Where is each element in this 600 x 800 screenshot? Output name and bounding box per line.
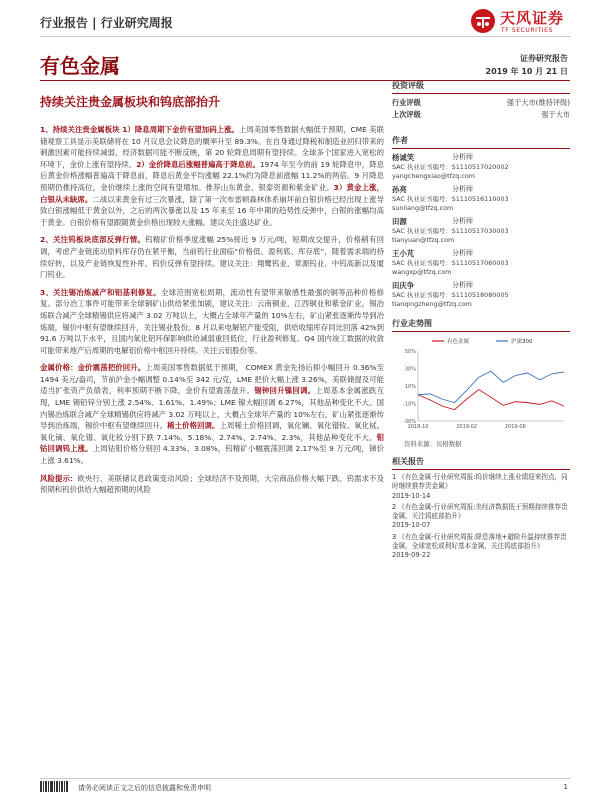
barcode-icon bbox=[40, 781, 68, 792]
report-type: 证券研究报告 bbox=[520, 54, 568, 63]
author-header: 作者 bbox=[392, 135, 570, 149]
body-text: 上周钴钼价格分别回 4.33%、3.08%，钨精矿小幅震荡回调 2.17%至 9 万元/吨，锑价上涨 3.61%。 bbox=[40, 444, 384, 466]
y-tick-label: 10% bbox=[404, 384, 416, 390]
analyst-sac: SAC 执业证书编号：S1110516110003 bbox=[392, 195, 509, 203]
analyst-email[interactable]: wangxp@tfzq.com bbox=[392, 267, 452, 276]
y-tick-label: -30% bbox=[403, 419, 416, 425]
analyst-email[interactable]: tianyuan@tfzq.com bbox=[392, 235, 455, 244]
related-report-title: 1 《有色金属-行业研究周报:钨价继续上涨业绩迎来拐点，同时继续推荐贵金属》 bbox=[392, 473, 568, 491]
analyst-name: 王小芃 bbox=[392, 249, 415, 258]
analyst-name: 田源 bbox=[392, 217, 407, 226]
rating-row bbox=[392, 97, 570, 109]
analyst-name: 杨诚笑 bbox=[392, 153, 415, 162]
industry-trend-chart bbox=[392, 335, 570, 437]
rating-row bbox=[392, 109, 570, 121]
analyst-sac: SAC 执业证书编号：S1110517020002 bbox=[392, 163, 509, 171]
body-text: 二战以来黄金有过三次暴涨，除了第一次布雷顿森林体系崩坏前白银价格已经出现上涨导致白银涨幅低于黄金以外，之后的两次暴涨以及 15 年来至 16 年中期的趋势性反弹中，白银的涨幅均高于黄金。白银价格有望跟随黄金价格出现较大涨幅。建议关注盛达矿业。 bbox=[40, 194, 384, 227]
logo-mark-icon bbox=[470, 8, 496, 34]
highlight-text: 3）黄金上涨，白银从未缺席。 bbox=[40, 182, 384, 204]
related-report-item[interactable] bbox=[392, 503, 570, 531]
highlight-text: 2、关注钨板块底部反弹行情。 bbox=[40, 235, 146, 245]
analyst-name: 田庆争 bbox=[392, 281, 415, 290]
header-divider bbox=[40, 36, 570, 37]
analyst-entry bbox=[392, 184, 570, 212]
highlight-text: 风险提示： bbox=[40, 473, 78, 483]
footer-disclaimer: 请务必阅读正文之后的信息披露和免责申明 bbox=[78, 784, 211, 792]
body-paragraph bbox=[40, 124, 384, 228]
series-line bbox=[418, 390, 564, 410]
page-number: 1 bbox=[563, 783, 568, 791]
related-report-item[interactable] bbox=[392, 533, 570, 561]
related-report-date: 2019-10-07 bbox=[392, 521, 431, 530]
body-text: 上周美国零售数据大幅低于预期，CME 美联储观察工具显示美联储将在 10 月议息会议降息的概率升至 89.3%。在自身通过降税和制造业回归带来的刺激因素可能持续减弱，经济数据可能不断反映，第 20 轮降息周期有望持续。全球多个国家进入宽松的环境下，金价上涨有望持续。 bbox=[40, 125, 384, 169]
analyst-sac: SAC 执业证书编号：S1110517030003 bbox=[392, 227, 509, 235]
highlight-text: 金属价格：金价震荡把价回升。 bbox=[40, 363, 146, 373]
body-text: 上周美国零售数据低于预期， COMEX 黄金先扬后抑小幅回升 0.36%至 1494 美元/盎司，节前沪金小幅调整 0.14%至 342 元/克，LME 把价大幅上涨 3.26%，美联储提及可能适当扩张资产负债表，利率预期不断下降，金价有望震荡盘升。 bbox=[40, 363, 384, 396]
report-category: 行业报告 | 行业研究周报 bbox=[40, 16, 173, 30]
analyst-email[interactable]: tianqingzheng@tfzq.com bbox=[392, 299, 472, 308]
related-report-date: 2019-10-14 bbox=[392, 491, 431, 500]
analyst-name: 孙亮 bbox=[392, 185, 407, 194]
body-text: 上周稀土价格回调，氧化镧、氧化镨钕、氧化铽、氧化镝、氧化镨、氧化钕分别下跌 7.14%、5.18%、2.74%、2.74%、2.3%，其他品种变化不大。 bbox=[40, 421, 384, 442]
tf-securities-logo bbox=[470, 6, 580, 38]
body-paragraph bbox=[40, 362, 384, 466]
x-tick-label: 2019-06 bbox=[504, 424, 526, 430]
body-paragraph bbox=[40, 473, 384, 496]
sidebar bbox=[392, 80, 570, 563]
chart-svg bbox=[392, 335, 570, 435]
analyst-title: 分析师 bbox=[452, 217, 473, 225]
y-tick-label: 50% bbox=[404, 349, 416, 355]
x-tick-label: 2019-02 bbox=[456, 424, 478, 430]
body-text: 1974 年至今的前 19 轮降息中，降息后黄金价格涨幅普遍高于降息前，降息后黄金平均涨幅 22.1%约为降息前涨幅 11.2%的两倍。9 月降息预期仍推持高位，金价继续上涨的空间有望增加。推荐山东黄金、银泰资源和紫金矿业。 bbox=[40, 159, 384, 192]
y-tick-label: -10% bbox=[403, 401, 416, 408]
analyst-entry bbox=[392, 216, 570, 244]
body-paragraph bbox=[40, 287, 384, 357]
analyst-entry bbox=[392, 248, 570, 276]
rating-key: 上次评级 bbox=[392, 110, 421, 119]
analyst-title: 分析师 bbox=[452, 153, 473, 161]
rating-value: 强于大市(维持评级) bbox=[506, 98, 570, 107]
related-report-title: 3 《有色金属-行业研究周报:降息落地+避险升温持续推荐贵金属，全球宽松或利好基本金属，关注钨底部抬升》 bbox=[392, 532, 567, 551]
highlight-text: 钼钴回调钨上涨。 bbox=[40, 432, 384, 454]
related-report-title: 2 《有色金属-行业研究周报:美经济数据低于预期持续推荐贵金属，关注钨底部抬升》 bbox=[392, 502, 568, 521]
main-body bbox=[40, 124, 384, 502]
analyst-entry bbox=[392, 152, 570, 180]
industry-title: 有色金属 bbox=[40, 54, 120, 78]
legend-label: 有色金属 bbox=[447, 339, 470, 345]
highlight-text: 稀土价格回调。 bbox=[167, 421, 220, 431]
chart-source: 资料来源：贝格数据 bbox=[404, 440, 462, 448]
analyst-entry bbox=[392, 280, 570, 308]
related-header: 相关报告 bbox=[392, 456, 570, 470]
highlight-text: 1、持续关注贵金属板块 1）降息周期下金价有望加码上涨。 bbox=[40, 125, 239, 134]
report-title: 持续关注贵金属板块和钨底部抬升 bbox=[40, 95, 221, 109]
rating-header: 投资评级 bbox=[392, 80, 570, 94]
x-tick-label: 2018-10 bbox=[407, 424, 429, 430]
related-reports bbox=[392, 473, 570, 561]
highlight-text: 锡钟回升镍回调。 bbox=[254, 386, 316, 396]
report-date: 2019 年 10 月 21 日 bbox=[485, 67, 568, 76]
analyst-title: 分析师 bbox=[452, 249, 473, 257]
analyst-title: 分析师 bbox=[452, 281, 473, 289]
body-text: 欧央行、美联储议息政策变动风险；全球经济不及预期，大宗商品价格大幅下跌、钨需求不及预期和钨价供给大幅超预期的风险 bbox=[40, 473, 384, 495]
footer-divider bbox=[40, 778, 570, 779]
related-report-item[interactable] bbox=[392, 473, 570, 501]
analyst-email[interactable]: yangchengxiao@tfzq.com bbox=[392, 171, 476, 180]
body-text: 上周基本金属涨跌互现，LME 锡铅锌分别上涨 2.54%、1.61%、1.49%；LME 镍大幅回调 6.27%，其他品种变化不大。国内锡冶炼联合减产全球精锡供应将减产 3.02 万吨以上，大概占全球年产量的 10%左右，矿山紧张逐渐传导到冶炼端，锡价中枢有望继续回升。 bbox=[40, 386, 384, 431]
analyst-sac: SAC 执业证书编号：S1110518080005 bbox=[392, 291, 509, 299]
chart-header: 行业走势图 bbox=[392, 318, 570, 332]
related-report-date: 2019-09-22 bbox=[392, 551, 431, 560]
rating-key: 行业评级 bbox=[392, 98, 421, 107]
logo-name: 天风证券 bbox=[500, 9, 565, 27]
legend-label: 沪深300 bbox=[511, 339, 533, 345]
body-text: 钨精矿价格季度涨幅 25%接近 9 万元/吨，短期成交提升，价格稍有回调，考虑产业链流动原料库存仍在紧平衡，当前钨行业面临“价格低、盈利底、库存底”，随着需求端的持续好转，以及产业链恢复性补库，钨价反弹有望持续。建议关注：翔鹭钨业、章源钨业、中钨高新以及厦门钨业。 bbox=[40, 235, 385, 280]
body-text: 全球范围宽松周期，流动性有望带来敏感性最强的铜等品种价格修复。部分冶工事件可能带来全球铜矿山供给紧张加剧，建议关注：云南铜业、江西铜业和紫金矿业。锡冶炼联合减产全球精锡供应将减产 3.02 万吨以上，大概占全球年产量的 10%左右，矿山紧张逐渐传导到冶炼端，锡价中枢有望继续回升，关注锡业股份。8 月以来电解铝产能受阻，供给收缩库存同比回落 42%到 91.6 万吨以下水平，且国内氧化铝环保影响供给减弱重回低位，行业盈利修复。Q4 国内竣工数据的收敛可能带来地产后周期的电解铝价格中枢回升持续。关注云铝股份等。 bbox=[40, 287, 384, 355]
logo-subtitle: TF SECURITIES bbox=[501, 27, 553, 34]
y-tick-label: 30% bbox=[404, 366, 416, 373]
highlight-text: 3、关注锡冶炼减产和铝基利修复。 bbox=[40, 287, 161, 297]
analyst-email[interactable]: sunliang@tfzq.com bbox=[392, 203, 454, 212]
analyst-list bbox=[392, 152, 570, 308]
body-paragraph bbox=[40, 234, 384, 280]
rating-value: 强于大市 bbox=[541, 110, 570, 119]
analyst-sac: SAC 执业证书编号：S1110517060003 bbox=[392, 259, 509, 267]
highlight-text: 2）金价降息后涨幅普遍高于降息前。 bbox=[136, 159, 260, 169]
analyst-title: 分析师 bbox=[452, 185, 473, 193]
